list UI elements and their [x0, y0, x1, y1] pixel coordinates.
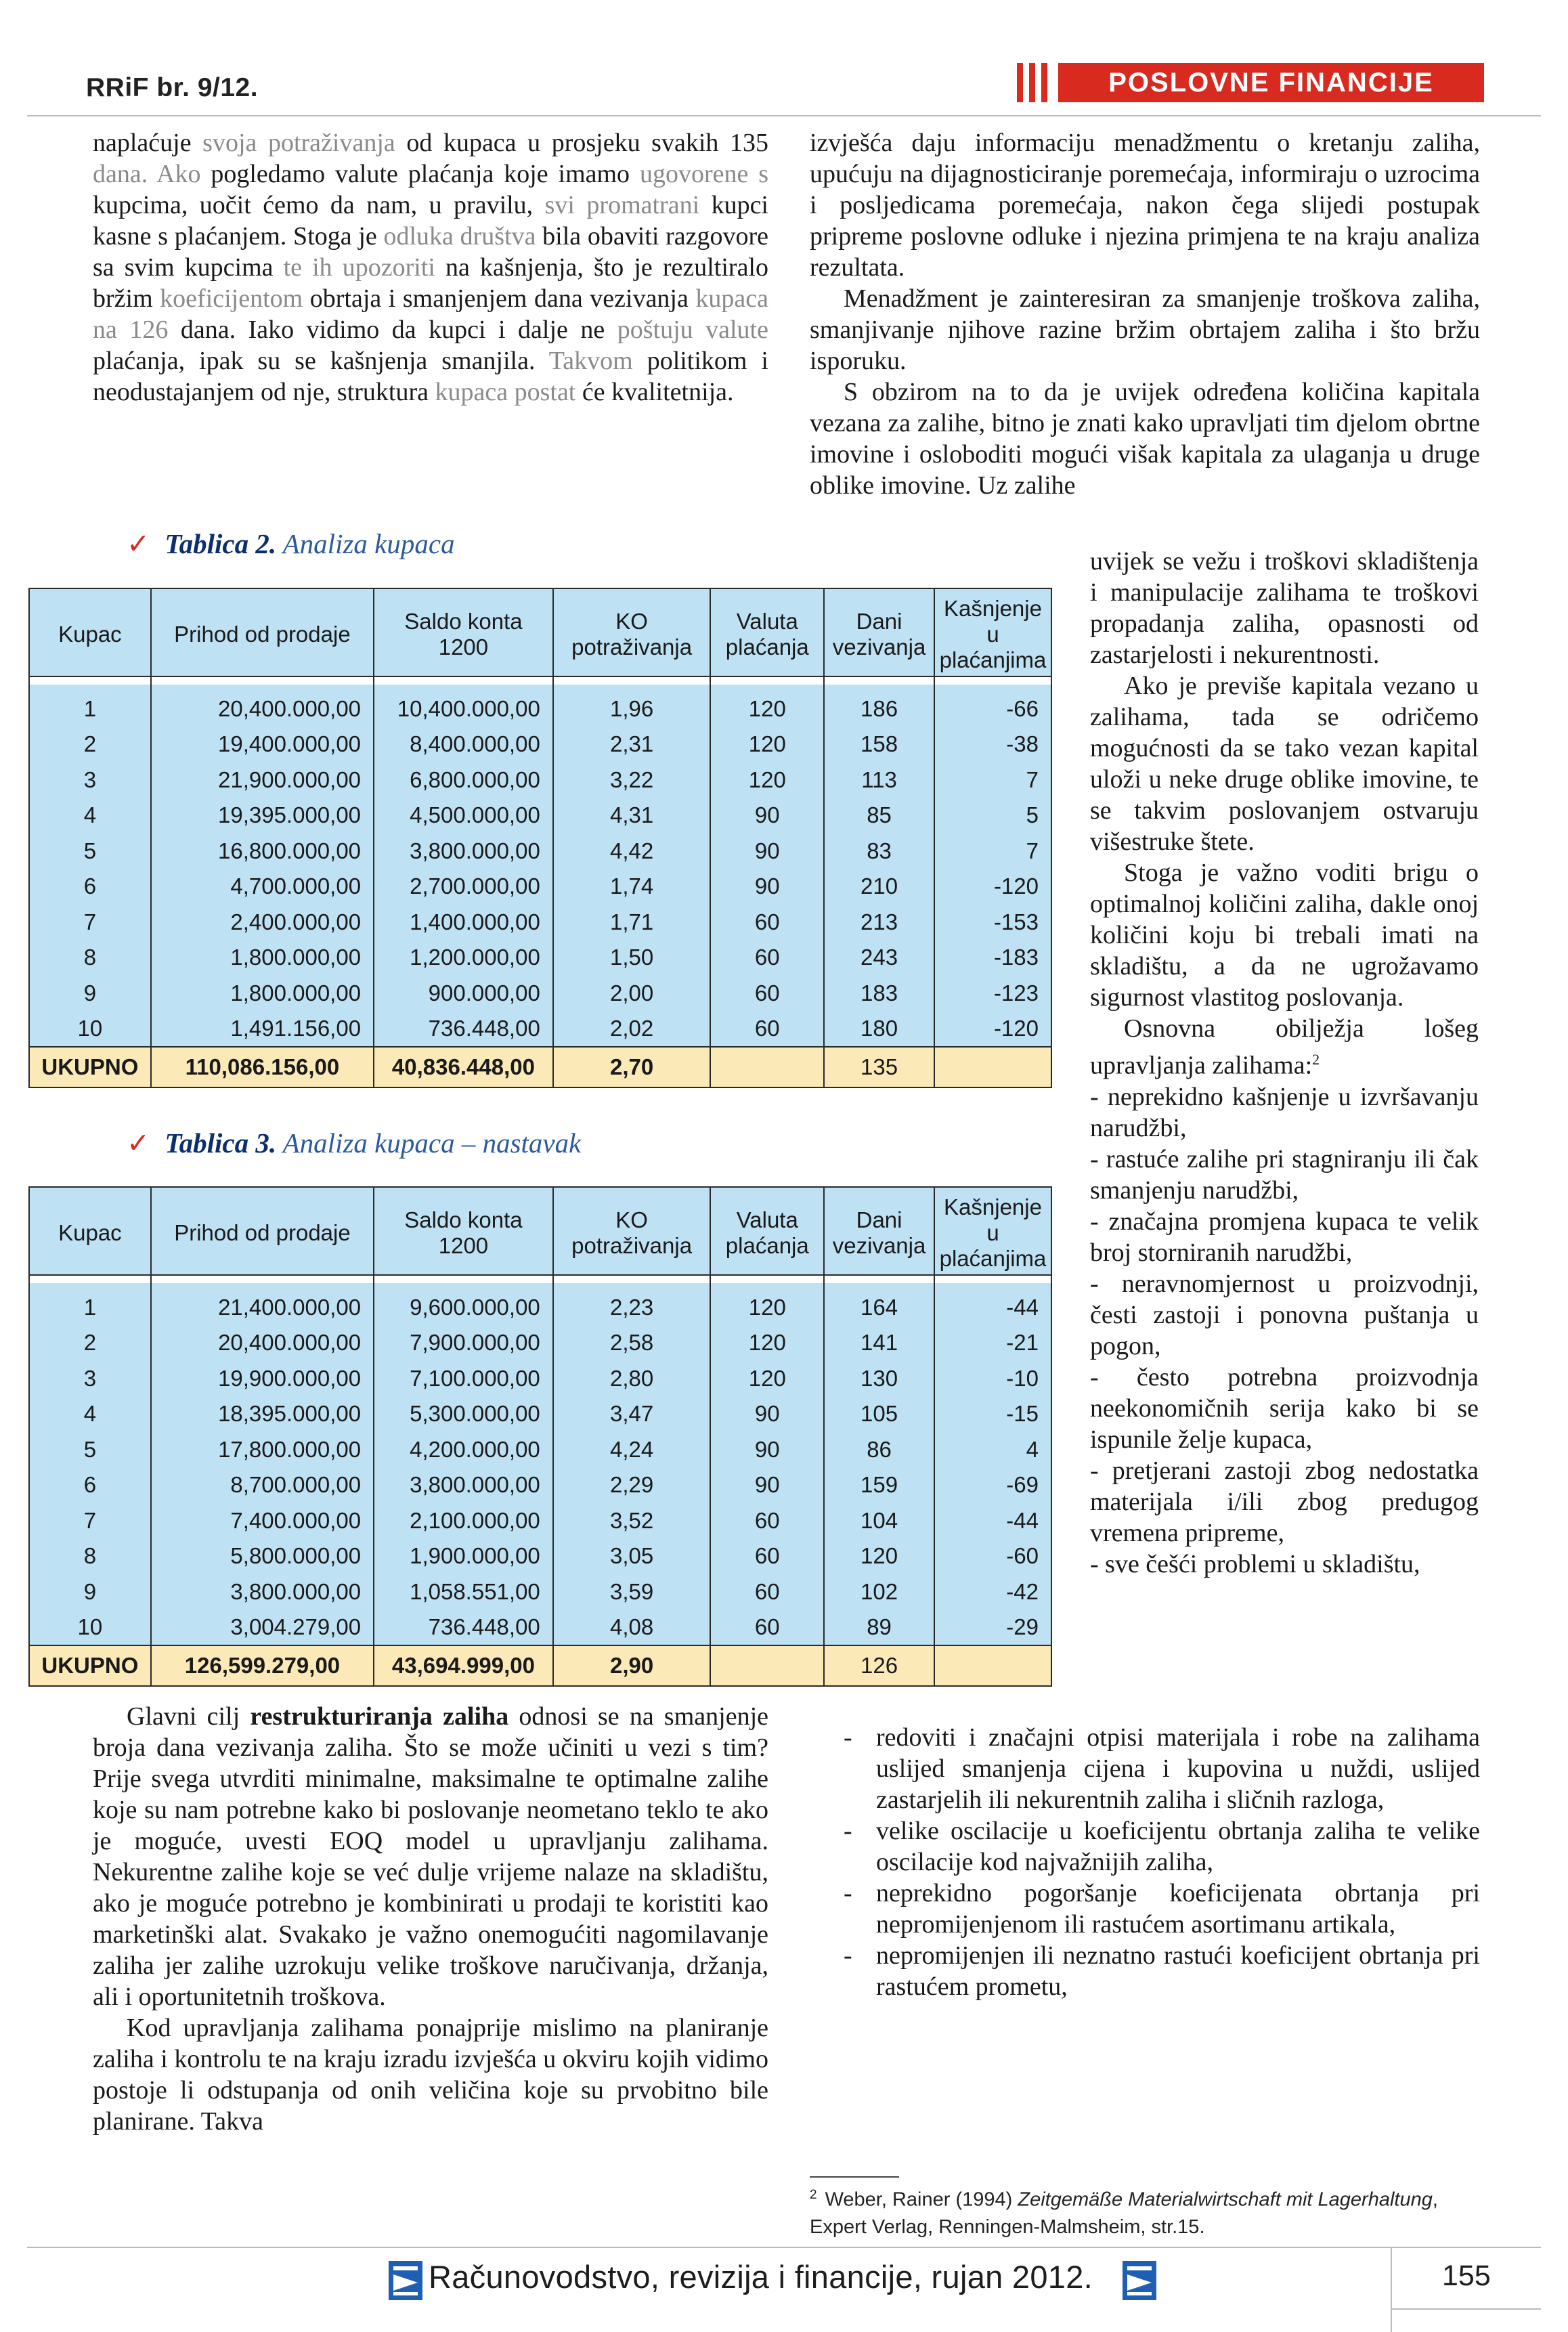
table-row: [29, 727, 1051, 762]
cell-receivables-ratio: 3,52: [553, 1503, 711, 1539]
total-cell-payment-delay: [934, 1645, 1051, 1686]
cell-balance: 736.448,00: [374, 1011, 553, 1047]
cell-customer: 4: [29, 1396, 151, 1432]
table-row: [29, 1011, 1051, 1047]
col-header-payment-term: Valuta plaćanja: [710, 588, 824, 676]
table-row: [29, 1361, 1051, 1397]
col-header-receivables-ratio: KO potraživanja: [553, 588, 711, 676]
table-row: [29, 1396, 1051, 1432]
section-title: POSLOVNE FINANCIJE: [1058, 63, 1484, 102]
table-row: [29, 869, 1051, 905]
cell-revenue: 1,491.156,00: [151, 1011, 374, 1047]
cell-balance: 1,200.000,00: [374, 940, 553, 976]
cell-balance: 2,700.000,00: [374, 869, 553, 905]
table-header-row: [29, 588, 1051, 676]
cell-payment-delay: -66: [934, 685, 1051, 727]
cell-payment-term: 60: [710, 940, 824, 976]
cell-revenue: 17,800.000,00: [151, 1432, 374, 1468]
cell-balance: 7,900.000,00: [374, 1325, 553, 1361]
cell-payment-delay: 7: [934, 834, 1051, 869]
total-cell-customer: UKUPNO: [29, 1645, 151, 1686]
cell-days-tied: 141: [824, 1325, 934, 1361]
cell-customer: 4: [29, 798, 151, 834]
bad-management-list: [1090, 1081, 1479, 1580]
cell-customer: 9: [29, 976, 151, 1012]
cell-balance: 1,058.551,00: [374, 1574, 553, 1610]
cell-receivables-ratio: 2,00: [553, 976, 711, 1012]
cell-receivables-ratio: 3,59: [553, 1574, 711, 1610]
cell-payment-delay: 4: [934, 1432, 1051, 1468]
cell-balance: 4,500.000,00: [374, 798, 553, 834]
cell-days-tied: 105: [824, 1396, 934, 1432]
cell-payment-delay: -44: [934, 1283, 1051, 1325]
cell-payment-delay: -183: [934, 940, 1051, 976]
cell-customer: 7: [29, 1503, 151, 1539]
table-row: [29, 685, 1051, 727]
cell-days-tied: 213: [824, 905, 934, 941]
cell-customer: 8: [29, 1538, 151, 1574]
table-2-caption: ✓ Tablica 2. Analiza kupaca: [127, 528, 455, 559]
management-paragraph: Menadžment je zainteresiran za smanjenje troškova zaliha, smanjivanje njihove razine bržim obrtajem zaliha i što bržu isporuku.: [810, 284, 1480, 375]
cell-payment-term: 60: [710, 1574, 824, 1610]
footer-divider: [27, 2247, 1541, 2248]
total-cell-customer: UKUPNO: [29, 1047, 151, 1087]
footer-page-underline: [1391, 2308, 1541, 2310]
cell-payment-delay: -123: [934, 976, 1051, 1012]
cell-receivables-ratio: 3,47: [553, 1396, 711, 1432]
list-item: - pretjerani zastoji zbog nedostatka materijala i/ili zbog predugog vremena pripreme,: [1090, 1456, 1479, 1547]
total-cell-days-tied: 135: [824, 1047, 934, 1087]
col-header-receivables-ratio: KO potraživanja: [553, 1187, 711, 1275]
section-bars-decoration: [1017, 63, 1052, 102]
list-item: - neprekidno pogoršanje koeficijenata obrtanja pri nepromijenjenom ili rastućem asortimanu artikala,: [844, 1879, 1480, 1939]
cell-days-tied: 85: [824, 798, 934, 834]
footer-vertical-divider: [1391, 2247, 1392, 2332]
cell-customer: 8: [29, 940, 151, 976]
cell-balance: 900.000,00: [374, 976, 553, 1012]
left-column-inventory-text: [93, 1701, 768, 2137]
right-column-narrow: [1090, 546, 1479, 1580]
cell-customer: 6: [29, 1467, 151, 1503]
col-header-payment-delay: Kašnjenje u plaćanjima: [934, 588, 1051, 676]
checkmark-icon: ✓: [127, 1127, 150, 1159]
cell-revenue: 1,800.000,00: [151, 976, 374, 1012]
cell-balance: 1,900.000,00: [374, 1538, 553, 1574]
cell-revenue: 20,400.000,00: [151, 685, 374, 727]
cell-receivables-ratio: 4,08: [553, 1610, 711, 1645]
inventory-restructuring-paragraph: Glavni cilj restrukturiranja zaliha odnosi se na smanjenje broja dana vezivanja zaliha. Što se može učiniti u vezi s tim? Prije svega utvrditi minimalne, maksimalne te optimalne zalihe koje su nam potrebne kako bi poslovanje neometano teklo te ako je moguće, uvesti EOQ model u upravljanju zalihama. Nekurentne zalihe koje se već dulje vrijeme nalaze na skladištu, ako je moguće potrebno je kombinirati u prodaji te koristiti kao marketinški alat. Svakako je važno onemogućiti nagomilavanje zaliha jer zalihe uzrokuju velike troškove naručivanja, držanja, ali i oportunitetnih troškova.: [93, 1702, 768, 2011]
cell-payment-delay: -120: [934, 1011, 1051, 1047]
cell-receivables-ratio: 2,02: [553, 1011, 711, 1047]
table-customer-analysis-continued: [28, 1186, 1052, 1687]
optimal-quantity-paragraph: Stoga je važno voditi brigu o optimalnoj količini zaliha, dakle onoj količini koju bi trebali imati na skladištu, a da ne ugrožavamo sigurnost vlastitog poslovanja.: [1090, 859, 1479, 1012]
table-customer-analysis: [28, 588, 1052, 1088]
footnote-divider: [810, 2176, 899, 2178]
cell-receivables-ratio: 1,74: [553, 869, 711, 905]
list-item: - sve češći problemi u skladištu,: [1090, 1549, 1420, 1578]
table-row: [29, 1610, 1051, 1645]
cell-balance: 7,100.000,00: [374, 1361, 553, 1397]
reports-paragraph: izvješća daju informaciju menadžmentu o kretanju zaliha, upućuju na dijagnosticiranje poremećaja, informiraju o uzrocima i posljedicama poremećaja, nakon čega slijedi postupak pripreme poslovne odluke i njezina primjena te na kraju analiza rezultata.: [810, 129, 1480, 282]
cell-payment-term: 60: [710, 1538, 824, 1574]
cell-days-tied: 102: [824, 1574, 934, 1610]
cell-receivables-ratio: 2,29: [553, 1467, 711, 1503]
bad-management-intro: Osnovna obilježja lošeg upravljanja zalihama:$^2$: [1090, 1014, 1479, 1080]
cell-customer: 5: [29, 834, 151, 869]
cell-days-tied: 159: [824, 1467, 934, 1503]
table-row: [29, 1283, 1051, 1325]
cell-days-tied: 104: [824, 1503, 934, 1539]
cell-payment-term: 120: [710, 1361, 824, 1397]
cell-days-tied: 180: [824, 1011, 934, 1047]
cell-payment-delay: -15: [934, 1396, 1051, 1432]
total-cell-receivables-ratio: 2,90: [553, 1645, 711, 1686]
cell-receivables-ratio: 1,50: [553, 940, 711, 976]
cell-payment-delay: -44: [934, 1503, 1051, 1539]
total-cell-revenue: 126,599.279,00: [151, 1645, 374, 1686]
cell-receivables-ratio: 2,31: [553, 727, 711, 762]
cell-receivables-ratio: 2,80: [553, 1361, 711, 1397]
cell-customer: 2: [29, 727, 151, 762]
cell-payment-delay: -120: [934, 869, 1051, 905]
checkmark-icon: ✓: [127, 528, 150, 559]
col-header-balance: Saldo konta 1200: [374, 1187, 553, 1275]
table-row: [29, 1574, 1051, 1610]
cell-days-tied: 130: [824, 1361, 934, 1397]
cell-balance: 8,400.000,00: [374, 727, 553, 762]
table-row: [29, 976, 1051, 1012]
total-cell-payment-term: [710, 1645, 824, 1686]
cell-receivables-ratio: 4,42: [553, 834, 711, 869]
cell-payment-term: 60: [710, 1011, 824, 1047]
cell-payment-term: 90: [710, 798, 824, 834]
total-cell-days-tied: 126: [824, 1645, 934, 1686]
table-row: [29, 1467, 1051, 1503]
cell-receivables-ratio: 2,58: [553, 1325, 711, 1361]
col-header-balance: Saldo konta 1200: [374, 588, 553, 676]
cell-days-tied: 86: [824, 1432, 934, 1468]
cell-payment-term: 120: [710, 685, 824, 727]
cell-payment-term: 120: [710, 727, 824, 762]
table-row: [29, 1432, 1051, 1468]
col-header-payment-delay: Kašnjenje u plaćanjima: [934, 1187, 1051, 1275]
cell-days-tied: 120: [824, 1538, 934, 1574]
cell-payment-term: 90: [710, 1432, 824, 1468]
cell-receivables-ratio: 3,05: [553, 1538, 711, 1574]
cell-receivables-ratio: 4,31: [553, 798, 711, 834]
page-number: 155: [1442, 2260, 1491, 2292]
cell-balance: 10,400.000,00: [374, 685, 553, 727]
cell-revenue: 18,395.000,00: [151, 1396, 374, 1432]
cell-payment-term: 120: [710, 1325, 824, 1361]
cell-days-tied: 210: [824, 869, 934, 905]
cell-payment-term: 60: [710, 1503, 824, 1539]
cell-days-tied: 89: [824, 1610, 934, 1645]
total-cell-receivables-ratio: 2,70: [553, 1047, 711, 1087]
cell-balance: 2,100.000,00: [374, 1503, 553, 1539]
cell-payment-term: 90: [710, 869, 824, 905]
col-header-days-tied: Dani vezivanja: [824, 1187, 934, 1275]
list-item: - neravnomjernost u proizvodnji, česti zastoji i ponovna puštanja u pogon,: [1090, 1269, 1479, 1360]
cell-revenue: 19,400.000,00: [151, 727, 374, 762]
cell-revenue: 2,400.000,00: [151, 905, 374, 941]
cell-customer: 10: [29, 1610, 151, 1645]
cell-payment-term: 60: [710, 976, 824, 1012]
footnote: $^2$ Weber, Rainer (1994) Zeitgemäße Materialwirtschaft mit Lagerhaltung, Expert Verlag, Renningen-Malmsheim, str.15.: [810, 2188, 1438, 2238]
cell-revenue: 3,004.279,00: [151, 1610, 374, 1645]
cell-revenue: 21,900.000,00: [151, 762, 374, 798]
cell-payment-delay: -42: [934, 1574, 1051, 1610]
total-cell-payment-term: [710, 1047, 824, 1087]
cell-days-tied: 113: [824, 762, 934, 798]
excess-capital-paragraph: Ako je previše kapitala vezano u zalihama, tada se odričemo mogućnosti da se tako vezan kapital uloži u neke druge oblike imovine, te se takvim poslovanjem ostvaruju višestruke štete.: [1090, 672, 1479, 856]
left-column-intro: [93, 127, 768, 408]
list-item: - često potrebna proizvodnja neekonomičnih serija kako bi se ispunile želje kupaca,: [1090, 1362, 1479, 1454]
cell-customer: 3: [29, 762, 151, 798]
cell-revenue: 4,700.000,00: [151, 869, 374, 905]
cell-receivables-ratio: 2,23: [553, 1283, 711, 1325]
table-row: [29, 762, 1051, 798]
table-total-row: [29, 1645, 1051, 1686]
cell-revenue: 19,900.000,00: [151, 1361, 374, 1397]
right-column-top: [810, 127, 1480, 501]
total-cell-balance: 40,836.448,00: [374, 1047, 553, 1087]
inventory-management-paragraph: Kod upravljanja zalihama ponajprije mislimo na planiranje zaliha i kontrolu te na kraju izradu izvješća u okviru kojih vidimo postoje li odstupanja od onih veličina koje su prvobitno bile planirane. Takva: [93, 2014, 768, 2136]
cell-receivables-ratio: 4,24: [553, 1432, 711, 1468]
list-item: - redoviti i značajni otpisi materijala i robe na zalihama uslijed smanjenja cijena i kupovina u nuždi, uslijed zastarjelih ili nekurentnih zaliha i sličnih razloga,: [844, 1723, 1480, 1814]
table-row: [29, 905, 1051, 941]
cell-payment-delay: 5: [934, 798, 1051, 834]
cell-payment-term: 90: [710, 834, 824, 869]
rrif-logo-icon: [389, 2261, 422, 2300]
cell-payment-delay: -153: [934, 905, 1051, 941]
cell-revenue: 20,400.000,00: [151, 1325, 374, 1361]
cell-revenue: 8,700.000,00: [151, 1467, 374, 1503]
right-column-list: [810, 1722, 1480, 2002]
cell-days-tied: 183: [824, 976, 934, 1012]
cell-days-tied: 83: [824, 834, 934, 869]
col-header-revenue: Prihod od prodaje: [151, 1187, 374, 1275]
cell-balance: 9,600.000,00: [374, 1283, 553, 1325]
cell-days-tied: 243: [824, 940, 934, 976]
table-3-caption: ✓ Tablica 3. Analiza kupaca – nastavak: [127, 1127, 582, 1159]
table-row: [29, 1325, 1051, 1361]
cell-payment-term: 90: [710, 1467, 824, 1503]
cell-revenue: 19,395.000,00: [151, 798, 374, 834]
cell-payment-term: 60: [710, 1610, 824, 1645]
table-row: [29, 834, 1051, 869]
cell-customer: 5: [29, 1432, 151, 1468]
list-item: - rastuće zalihe pri stagniranju ili čak smanjenju narudžbi,: [1090, 1144, 1479, 1205]
cell-receivables-ratio: 1,96: [553, 685, 711, 727]
header-divider: [27, 115, 1541, 116]
cell-receivables-ratio: 1,71: [553, 905, 711, 941]
cell-revenue: 21,400.000,00: [151, 1283, 374, 1325]
footer-journal-title: Računovodstvo, revizija i financije, rujan 2012.: [429, 2259, 1093, 2295]
cell-customer: 3: [29, 1361, 151, 1397]
col-header-customer: Kupac: [29, 588, 151, 676]
list-item: - neprekidno kašnjenje u izvršavanju narudžbi,: [1090, 1082, 1479, 1142]
cell-customer: 9: [29, 1574, 151, 1610]
cell-balance: 1,400.000,00: [374, 905, 553, 941]
cell-payment-delay: -10: [934, 1361, 1051, 1397]
cell-payment-delay: -69: [934, 1467, 1051, 1503]
col-header-days-tied: Dani vezivanja: [824, 588, 934, 676]
table-total-row: [29, 1047, 1051, 1087]
table-row: [29, 1538, 1051, 1574]
list-item: - značajna promjena kupaca te velik broj storniranih narudžbi,: [1090, 1207, 1479, 1267]
cell-customer: 10: [29, 1011, 151, 1047]
col-header-revenue: Prihod od prodaje: [151, 588, 374, 676]
col-header-customer: Kupac: [29, 1187, 151, 1275]
cell-balance: 6,800.000,00: [374, 762, 553, 798]
cell-payment-term: 60: [710, 905, 824, 941]
table-row: [29, 1503, 1051, 1539]
cell-payment-delay: -60: [934, 1538, 1051, 1574]
list-item: - nepromijenjen ili neznatno rastući koeficijent obrtanja pri rastućem prometu,: [844, 1941, 1480, 2001]
cell-balance: 4,200.000,00: [374, 1432, 553, 1468]
total-cell-revenue: 110,086.156,00: [151, 1047, 374, 1087]
bad-management-list-continued: [810, 1722, 1480, 2002]
cell-customer: 6: [29, 869, 151, 905]
cell-payment-delay: -38: [934, 727, 1051, 762]
cell-payment-term: 90: [710, 1396, 824, 1432]
list-item: - velike oscilacije u koeficijentu obrtanja zaliha te velike oscilacije kod najvažnijih zaliha,: [844, 1817, 1480, 1876]
cell-customer: 2: [29, 1325, 151, 1361]
cell-customer: 1: [29, 1283, 151, 1325]
storage-costs-paragraph: uvijek se vežu i troškovi skladištenja i manipulacije zalihama te troškovi propadanja zaliha, opasnosti od zastarjelosti i nekurentnosti.: [1090, 547, 1479, 669]
cell-balance: 736.448,00: [374, 1610, 553, 1645]
cell-payment-delay: 7: [934, 762, 1051, 798]
cell-days-tied: 158: [824, 727, 934, 762]
cell-revenue: 3,800.000,00: [151, 1574, 374, 1610]
cell-revenue: 7,400.000,00: [151, 1503, 374, 1539]
cell-payment-term: 120: [710, 1283, 824, 1325]
total-cell-balance: 43,694.999,00: [374, 1645, 553, 1686]
cell-days-tied: 164: [824, 1283, 934, 1325]
col-header-payment-term: Valuta plaćanja: [710, 1187, 824, 1275]
cell-balance: 5,300.000,00: [374, 1396, 553, 1432]
cell-balance: 3,800.000,00: [374, 834, 553, 869]
cell-customer: 7: [29, 905, 151, 941]
capital-paragraph: S obzirom na to da je uvijek određena količina kapitala vezana za zalihe, bitno je znati kako upravljati tim djelom obrtne imovine i osloboditi mogući višak kapitala za ulaganja u druge oblike imovine. Uz zalihe: [810, 378, 1480, 500]
cell-payment-term: 120: [710, 762, 824, 798]
cell-revenue: 16,800.000,00: [151, 834, 374, 869]
cell-days-tied: 186: [824, 685, 934, 727]
table-row: [29, 940, 1051, 976]
table-row: [29, 798, 1051, 834]
table-header-row: [29, 1187, 1051, 1275]
cell-receivables-ratio: 3,22: [553, 762, 711, 798]
total-cell-payment-delay: [934, 1047, 1051, 1087]
intro-paragraph: naplaćuje svoja potraživanja od kupaca u prosjeku svakih 135 dana. Ako pogledamo valute plaćanja koje imamo ugovorene s kupcima, uočit ćemo da nam, u pravilu, svi promatrani kupci kasne s plaćanjem. Stoga je odluka društva bila obaviti razgovore sa svim kupcima te ih upozoriti na kašnjenja, što je rezultiralo bržim koeficijentom obrtaja i smanjenjem dana vezivanja kupaca na 126 dana. Iako vidimo da kupci i dalje ne poštuju valute plaćanja, ipak su se kašnjenja smanjila. Takvom politikom i neodustajanjem od nje, struktura kupaca postat će kvalitetnija.: [93, 129, 768, 406]
journal-issue: RRiF br. 9/12.: [86, 73, 259, 102]
cell-revenue: 1,800.000,00: [151, 940, 374, 976]
cell-customer: 1: [29, 685, 151, 727]
cell-payment-delay: -21: [934, 1325, 1051, 1361]
cell-payment-delay: -29: [934, 1610, 1051, 1645]
cell-revenue: 5,800.000,00: [151, 1538, 374, 1574]
rrif-logo-icon: [1123, 2261, 1156, 2300]
cell-balance: 3,800.000,00: [374, 1467, 553, 1503]
